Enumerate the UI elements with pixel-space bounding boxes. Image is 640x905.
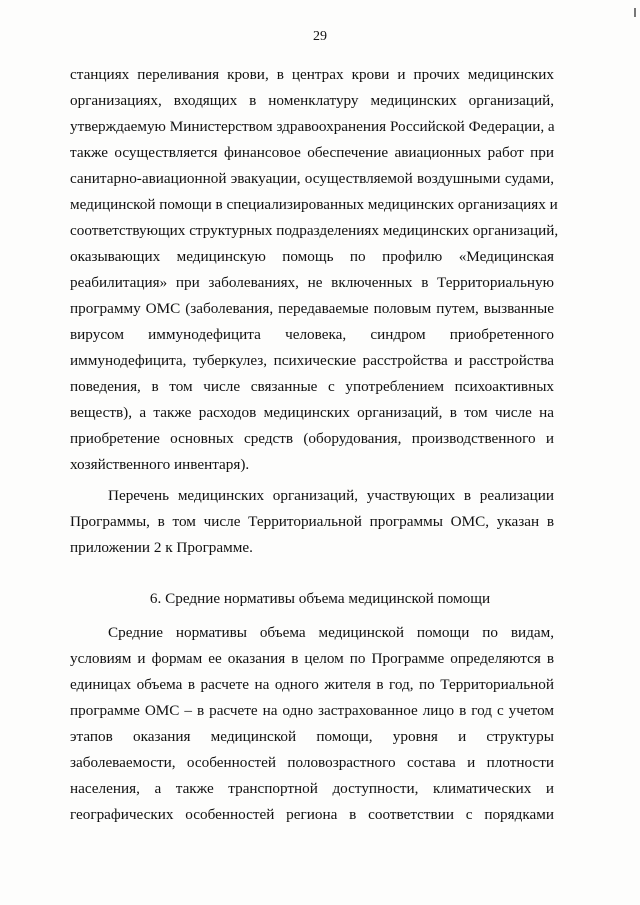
text-line: единицах объема в расчете на одного жителя в год, по Территориальной (70, 676, 554, 693)
page-number: 29 (313, 29, 327, 44)
text-line: поведения, в том числе связанные с употреблением психоактивных (70, 378, 554, 395)
binding-mark (634, 8, 636, 17)
text-line: медицинской помощи в специализированных медицинских организациях и (70, 196, 558, 213)
text-line: населения, а также транспортной доступности, климатических и (70, 780, 554, 797)
text-line: приобретение основных средств (оборудования, производственного и (70, 430, 554, 447)
section-heading: 6. Средние нормативы объема медицинской помощи (149, 590, 491, 607)
text-line: этапов оказания медицинской помощи, уровня и структуры (70, 728, 554, 745)
text-line: географических особенностей региона в соответствии с порядками (70, 806, 554, 823)
text-line: реабилитация» при заболеваниях, не включенных в Территориальную (70, 274, 554, 291)
paragraph-continuation (70, 62, 559, 478)
text-line: Программы, в том числе Территориальной программы ОМС, указан в (70, 513, 554, 530)
text-line: иммунодефицита, туберкулез, психические расстройства и расстройства (70, 352, 554, 369)
text-line: заболеваемости, особенностей половозрастного состава и плотности (70, 754, 554, 771)
text-line: оказывающих медицинскую помощь по профилю «Медицинская (70, 248, 554, 265)
paragraph-volume-standards (70, 620, 554, 828)
text-line: приложении 2 к Программе. (70, 539, 253, 556)
text-line: санитарно-авиационной эвакуации, осуществляемой воздушными судами, (70, 170, 554, 187)
text-line: программе ОМС – в расчете на одно застрахованное лицо в год с учетом (70, 702, 554, 719)
text-line: соответствующих структурных подразделениях медицинских организаций, (70, 222, 559, 239)
text-line: утверждаемую Министерством здравоохранения Российской Федерации, а (70, 118, 555, 135)
text-line: вирусом иммунодефицита человека, синдром приобретенного (70, 326, 554, 343)
paragraph-organizations-list (70, 483, 554, 561)
text-line: Перечень медицинских организаций, участвующих в реализации (108, 487, 554, 504)
text-line: организациях, входящих в номенклатуру медицинских организаций, (70, 92, 554, 109)
text-line: также осуществляется финансовое обеспечение авиационных работ при (70, 144, 554, 161)
text-line: Средние нормативы объема медицинской помощи по видам, (108, 624, 554, 641)
text-line: программу ОМС (заболевания, передаваемые половым путем, вызванные (70, 300, 554, 317)
text-line: веществ), а также расходов медицинских организаций, в том числе на (70, 404, 554, 421)
text-line: станциях переливания крови, в центрах крови и прочих медицинских (70, 66, 554, 83)
text-line: хозяйственного инвентаря). (70, 456, 250, 473)
text-line: условиям и формам ее оказания в целом по Программе определяются в (70, 650, 554, 667)
